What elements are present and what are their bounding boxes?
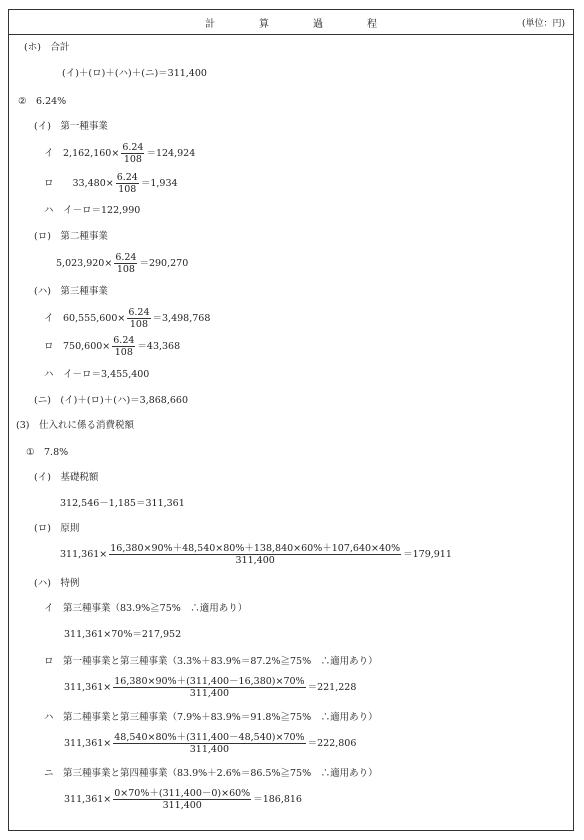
formula-prefix: 5,023,920× — [56, 257, 113, 269]
fraction — [112, 335, 135, 358]
numerator: 6.24 — [113, 335, 135, 346]
section-rate-624: ② 6.24% — [18, 96, 67, 107]
business-type-1-label: (イ) 第一種事業 — [34, 121, 108, 132]
formula-prefix: イ 2,162,160× — [44, 147, 120, 159]
denominator: 108 — [116, 264, 135, 275]
fraction — [113, 732, 305, 755]
special-i-label: イ 第三種事業（83.9%≧75% ∴適用あり） — [44, 603, 248, 614]
base-tax-equation: 312,546－1,185＝311,361 — [60, 498, 185, 509]
calc-624-total: (ニ) (イ)＋(ロ)＋(ハ)＝3,868,660 — [34, 395, 188, 406]
denominator: 311,400 — [189, 744, 230, 755]
denominator: 311,400 — [162, 800, 202, 811]
fraction — [116, 172, 139, 195]
numerator: 16,380×90%＋(311,400－16,380)×70% — [114, 676, 305, 687]
denominator: 108 — [129, 319, 148, 330]
fraction — [127, 307, 150, 330]
calc-624-type1-i — [44, 142, 195, 165]
sheet-header — [9, 10, 573, 35]
section-purchase-tax: (3) 仕入れに係る消費税額 — [16, 420, 134, 431]
calc-principle — [60, 543, 452, 566]
numerator: 6.24 — [122, 142, 144, 153]
calc-624-type3-i — [44, 307, 210, 330]
fraction — [113, 788, 251, 811]
denominator: 108 — [118, 184, 137, 195]
fraction — [113, 676, 305, 699]
ho-total-label: (ホ) 合計 — [24, 42, 70, 53]
numerator: 6.24 — [115, 252, 137, 263]
denominator: 108 — [123, 154, 142, 165]
calc-624-type2 — [56, 252, 188, 275]
calc-624-type1-ro — [44, 172, 178, 195]
principle-label: (ロ) 原則 — [34, 523, 80, 534]
denominator: 108 — [114, 347, 133, 358]
calc-624-type1-ha: ハ イ－ロ＝122,990 — [44, 205, 141, 216]
calc-624-type3-ha: ハ イ－ロ＝3,455,400 — [44, 369, 150, 380]
special-ro-label: ロ 第一種事業と第三種事業（3.3%＋83.9%＝87.2%≧75% ∴適用あり） — [44, 656, 378, 667]
calc-special-ha — [64, 732, 356, 755]
title-char: 過 — [313, 19, 323, 30]
formula-result: ＝179,911 — [403, 548, 452, 560]
formula-result: ＝290,270 — [139, 257, 189, 269]
formula-result: ＝124,924 — [146, 147, 196, 159]
formula-result: ＝3,498,768 — [152, 312, 211, 324]
formula-result: ＝222,806 — [307, 737, 357, 749]
numerator: 6.24 — [116, 172, 138, 183]
formula-prefix: イ 60,555,600× — [44, 312, 126, 324]
formula-prefix: 311,361× — [64, 681, 112, 693]
sheet-title — [9, 15, 573, 30]
calc-624-type3-ro — [44, 335, 180, 358]
formula-prefix: ロ 750,600× — [44, 340, 111, 352]
formula-result: ＝186,816 — [253, 793, 302, 805]
numerator: 0×70%＋(311,400－0)×60% — [114, 788, 251, 799]
section-rate-78: ① 7.8% — [26, 447, 69, 458]
special-ni-label: ニ 第三種事業と第四種事業（83.9%＋2.6%＝86.5%≧75% ∴適用あり） — [44, 768, 378, 779]
business-type-2-label: (ロ) 第二種事業 — [34, 231, 108, 242]
formula-result: ＝43,368 — [137, 340, 181, 352]
fraction — [109, 543, 401, 566]
title-char: 計 — [205, 19, 215, 30]
title-char: 算 — [259, 19, 269, 30]
formula-prefix: ロ 33,480× — [44, 177, 114, 189]
formula-prefix: 311,361× — [60, 548, 108, 560]
unit-label: (単位：円) — [521, 19, 565, 29]
denominator: 311,400 — [189, 688, 230, 699]
title-char: 程 — [367, 19, 377, 30]
fraction — [114, 252, 137, 275]
numerator: 6.24 — [128, 307, 150, 318]
numerator: 48,540×80%＋(311,400－48,540)×70% — [114, 732, 305, 743]
denominator: 311,400 — [235, 555, 275, 566]
formula-prefix: 311,361× — [64, 793, 112, 805]
fraction — [121, 142, 144, 165]
formula-result: ＝221,228 — [307, 681, 357, 693]
calc-special-ni — [64, 788, 302, 811]
special-rule-label: (ハ) 特例 — [34, 578, 80, 589]
business-type-3-label: (ハ) 第三種事業 — [34, 286, 108, 297]
special-i-equation: 311,361×70%＝217,952 — [64, 629, 182, 640]
formula-prefix: 311,361× — [64, 737, 112, 749]
base-tax-label: (イ) 基礎税額 — [34, 472, 99, 483]
ho-total-equation: (イ)＋(ロ)＋(ハ)＋(ニ)＝311,400 — [62, 68, 207, 79]
special-ha-label: ハ 第二種事業と第三種事業（7.9%＋83.9%＝91.8%≧75% ∴適用あり） — [44, 712, 378, 723]
formula-result: ＝1,934 — [140, 177, 178, 189]
numerator: 16,380×90%＋48,540×80%＋138,840×60%＋107,640×40% — [110, 543, 401, 554]
calc-special-ro — [64, 676, 356, 699]
